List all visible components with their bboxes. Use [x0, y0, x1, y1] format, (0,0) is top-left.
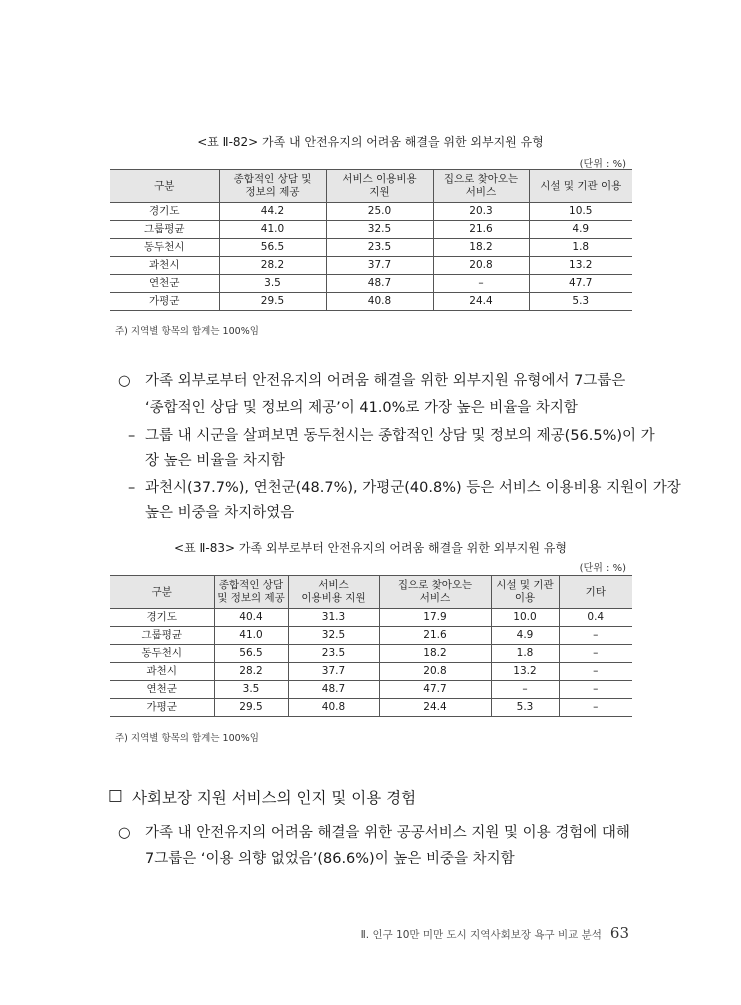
table-cell: 4.9: [529, 221, 632, 239]
column-header: 집으로 찾아오는 서비스: [379, 576, 491, 609]
table1-note: 주) 지역별 항목의 합계는 100%임: [115, 326, 259, 337]
table-cell: 5.3: [491, 699, 559, 717]
section-box-mark: □: [108, 786, 123, 804]
table2-caption: <표 Ⅱ-83> 가족 외부로부터 안전유지의 어려움 해결을 위한 외부지원 유형: [174, 541, 567, 555]
table-row: [110, 239, 632, 257]
table-cell: 29.5: [219, 293, 326, 311]
table-cell: –: [559, 699, 632, 717]
column-header: 구분: [110, 576, 214, 609]
table-cell: 28.2: [214, 663, 288, 681]
table-cell: –: [559, 645, 632, 663]
section-line1: 가족 내 안전유지의 어려움 해결을 위한 공공서비스 지원 및 이용 경험에 대해: [145, 825, 630, 841]
body1-sub1-line2: 장 높은 비율을 차지함: [145, 453, 285, 469]
table-cell: 47.7: [379, 681, 491, 699]
page-number: 63: [609, 924, 629, 942]
table-cell: 20.3: [433, 203, 529, 221]
table-cell: 10.5: [529, 203, 632, 221]
bullet-circle: ○: [118, 373, 131, 389]
body1-sub2-line1: 과천시(37.7%), 연천군(48.7%), 가평군(40.8%) 등은 서비스 이용비용 지원이 가장: [145, 480, 681, 496]
table2-note: 주) 지역별 항목의 합계는 100%임: [115, 733, 259, 744]
row-label: 그룹평균: [110, 627, 214, 645]
row-label: 과천시: [110, 257, 219, 275]
row-label: 과천시: [110, 663, 214, 681]
table-cell: 40.8: [326, 293, 433, 311]
table-cell: 37.7: [326, 257, 433, 275]
row-label: 경기도: [110, 203, 219, 221]
row-label: 그룹평균: [110, 221, 219, 239]
column-header: 집으로 찾아오는 서비스: [433, 170, 529, 203]
table2-body: [110, 609, 632, 717]
table-row: [110, 699, 632, 717]
table-cell: 28.2: [219, 257, 326, 275]
bullet-circle: ○: [118, 825, 131, 841]
table-cell: 56.5: [214, 645, 288, 663]
table-row: [110, 609, 632, 627]
table-row: [110, 293, 632, 311]
table-row: [110, 663, 632, 681]
table-cell: 24.4: [379, 699, 491, 717]
table-cell: 3.5: [219, 275, 326, 293]
body1-line2: ‘종합적인 상담 및 정보의 제공’이 41.0%로 가장 높은 비율을 차지함: [145, 400, 578, 416]
table-cell: 40.8: [288, 699, 379, 717]
table-cell: 48.7: [288, 681, 379, 699]
table-row: [110, 257, 632, 275]
table-cell: 20.8: [433, 257, 529, 275]
row-label: 동두천시: [110, 239, 219, 257]
section-title: 사회보장 지원 서비스의 인지 및 이용 경험: [132, 789, 417, 807]
table-cell: 23.5: [326, 239, 433, 257]
page-footer: [361, 924, 629, 942]
table-cell: 10.0: [491, 609, 559, 627]
table-cell: 32.5: [326, 221, 433, 239]
table-cell: –: [559, 681, 632, 699]
table-cell: 13.2: [491, 663, 559, 681]
row-label: 연천군: [110, 275, 219, 293]
table-cell: 47.7: [529, 275, 632, 293]
table-cell: 3.5: [214, 681, 288, 699]
table-cell: 13.2: [529, 257, 632, 275]
row-label: 연천군: [110, 681, 214, 699]
section-line2: 7그룹은 ‘이용 의향 없었음’(86.6%)이 높은 비중을 차지함: [145, 851, 515, 867]
table-cell: –: [491, 681, 559, 699]
table-row: [110, 221, 632, 239]
table-cell: 18.2: [433, 239, 529, 257]
table-cell: 41.0: [214, 627, 288, 645]
column-header: 서비스 이용비용 지원: [326, 170, 433, 203]
table2-header-row: [110, 576, 632, 609]
column-header: 구분: [110, 170, 219, 203]
row-label: 동두천시: [110, 645, 214, 663]
column-header: 시설 및 기관 이용: [491, 576, 559, 609]
table1-header-row: [110, 170, 632, 203]
table-cell: –: [433, 275, 529, 293]
table-cell: 44.2: [219, 203, 326, 221]
table-cell: 23.5: [288, 645, 379, 663]
column-header: 서비스 이용비용 지원: [288, 576, 379, 609]
table-cell: –: [559, 627, 632, 645]
row-label: 가평군: [110, 699, 214, 717]
table-cell: 24.4: [433, 293, 529, 311]
table-cell: 5.3: [529, 293, 632, 311]
table-cell: 21.6: [433, 221, 529, 239]
footer-chapter: Ⅱ. 인구 10만 미만 도시 지역사회보장 욕구 비교 분석: [360, 929, 602, 941]
table-row: [110, 645, 632, 663]
table-cell: 21.6: [379, 627, 491, 645]
table-cell: 41.0: [219, 221, 326, 239]
table2-unit: (단위 : %): [579, 563, 626, 574]
dash-mark: –: [128, 480, 136, 496]
table-row: [110, 627, 632, 645]
table-cell: 48.7: [326, 275, 433, 293]
table1-caption: <표 Ⅱ-82> 가족 내 안전유지의 어려움 해결을 위한 외부지원 유형: [197, 135, 544, 149]
table-cell: 40.4: [214, 609, 288, 627]
table-cell: 1.8: [529, 239, 632, 257]
body1-line1: 가족 외부로부터 안전유지의 어려움 해결을 위한 외부지원 유형에서 7그룹은: [145, 373, 626, 389]
row-label: 가평군: [110, 293, 219, 311]
body1-sub1-line1: 그룹 내 시군을 살펴보면 동두천시는 종합적인 상담 및 정보의 제공(56.5%)이 가: [145, 428, 655, 444]
table-cell: 1.8: [491, 645, 559, 663]
table1-body: [110, 203, 632, 311]
row-label: 경기도: [110, 609, 214, 627]
column-header: 기타: [559, 576, 632, 609]
table2: [110, 575, 632, 717]
table1-unit: (단위 : %): [579, 159, 626, 170]
table-cell: 56.5: [219, 239, 326, 257]
table-cell: 37.7: [288, 663, 379, 681]
column-header: 시설 및 기관 이용: [529, 170, 632, 203]
table-cell: 31.3: [288, 609, 379, 627]
table-cell: 29.5: [214, 699, 288, 717]
table-cell: –: [559, 663, 632, 681]
column-header: 종합적인 상담 및 정보의 제공: [214, 576, 288, 609]
body1-sub2-line2: 높은 비중을 차지하였음: [145, 505, 295, 521]
table-row: [110, 681, 632, 699]
column-header: 종합적인 상담 및 정보의 제공: [219, 170, 326, 203]
table-cell: 18.2: [379, 645, 491, 663]
table-row: [110, 275, 632, 293]
table-cell: 25.0: [326, 203, 433, 221]
table1: [110, 169, 632, 311]
table-row: [110, 203, 632, 221]
table-cell: 0.4: [559, 609, 632, 627]
table-cell: 32.5: [288, 627, 379, 645]
table-cell: 17.9: [379, 609, 491, 627]
table-cell: 20.8: [379, 663, 491, 681]
table-cell: 4.9: [491, 627, 559, 645]
dash-mark: –: [128, 428, 136, 444]
